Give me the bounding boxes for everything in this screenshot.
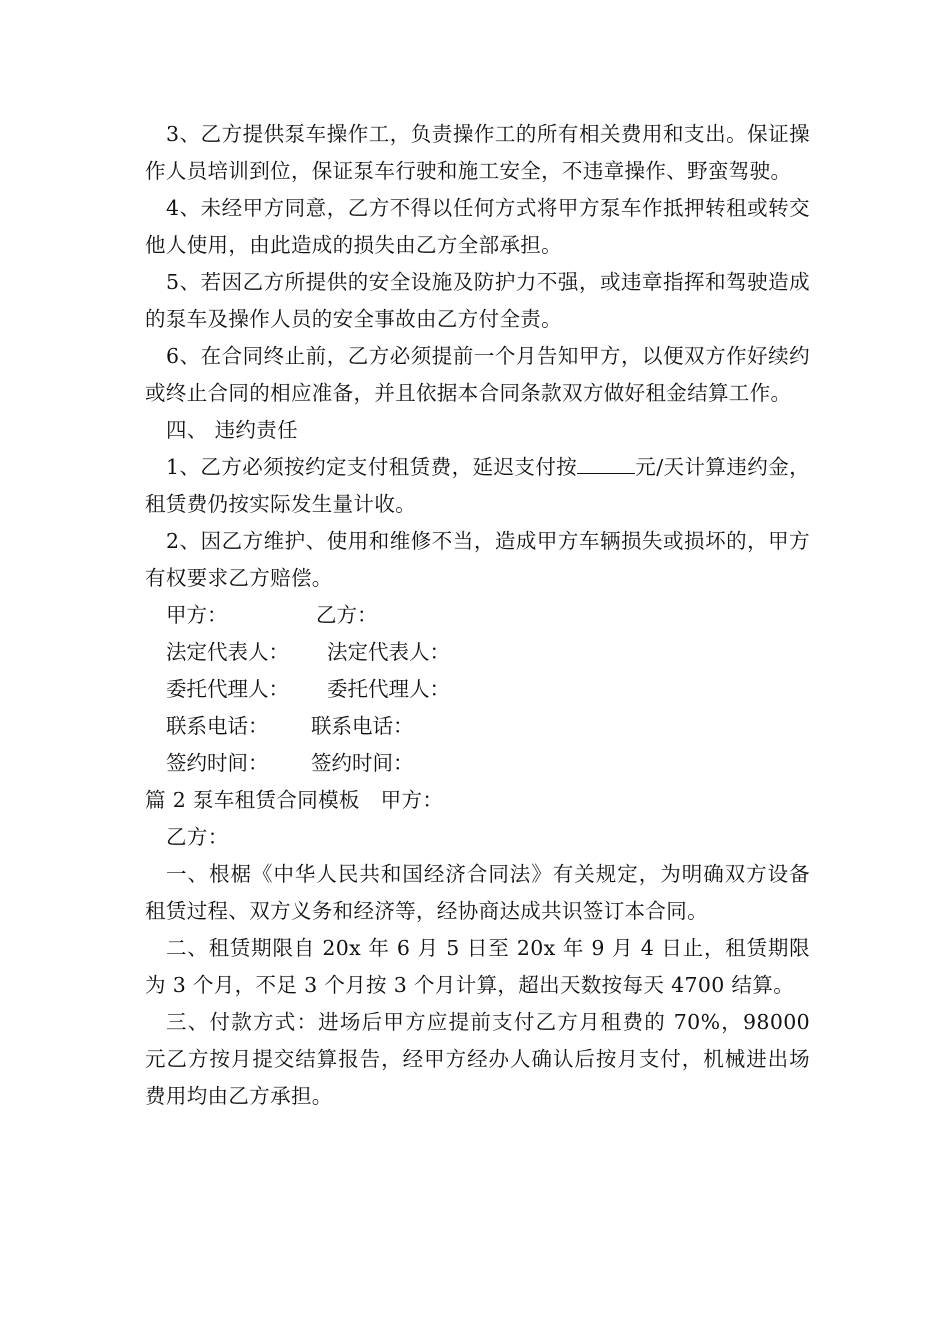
signature-row-date <box>145 745 810 782</box>
clause-4-paragraph: 4、未经甲方同意，乙方不得以任何方式将甲方泵车作抵押转租或转交他人使用，由此造成的损失由乙方全部承担。 <box>145 196 810 257</box>
breach-clause-1-paragraph <box>145 449 810 523</box>
article-2-clause-1: 一、根椐《中华人民共和国经济合同法》有关规定，为明确双方设备租赁过程、双方义务和经济等，经协商达成共识签订本合同。 <box>145 862 810 923</box>
signature-row-phone <box>145 708 810 745</box>
article-2-title: 篇 2 泵车租赁合同模板 甲方： <box>145 788 444 812</box>
breach-clause-1-text-before: 1、乙方必须按约定支付租赁费，延迟支付按 <box>166 455 578 479</box>
party-b-label: 乙方： <box>316 603 378 627</box>
article-2-clause-3: 三、付款方式：进场后甲方应提前支付乙方月租费的 70%，98000 元乙方按月提交结算报告，经甲方经办人确认后按月支付，机械进出场费用均由乙方承担。 <box>145 1010 810 1108</box>
clause-3-paragraph: 3、乙方提供泵车操作工，负责操作工的所有相关费用和支出。保证操作人员培训到位，保证泵车行驶和施工安全，不违章操作、野蛮驾驶。 <box>145 122 810 183</box>
signature-row-agent <box>145 671 810 708</box>
party-a-phone-label: 联系电话： <box>166 714 269 738</box>
section-4-heading: 四、 违约责任 <box>166 418 298 442</box>
signature-row-party <box>145 597 810 634</box>
party-b-legal-rep-label: 法定代表人： <box>327 640 450 664</box>
clause-6-paragraph: 6、在合同终止前，乙方必须提前一个月告知甲方，以便双方作好续约或终止合同的相应准备，并且依据本合同条款双方做好租金结算工作。 <box>145 344 810 405</box>
party-a-agent-label: 委托代理人： <box>166 677 289 701</box>
article-2-party-b: 乙方： <box>166 825 229 849</box>
clause-5-paragraph: 5、若因乙方所提供的安全设施及防护力不强，或违章指挥和驾驶造成的泵车及操作人员的安全事故由乙方付全责。 <box>145 270 810 331</box>
party-b-date-label: 签约时间： <box>311 751 414 775</box>
party-a-label: 甲方： <box>166 603 228 627</box>
article-2-clause-2: 二、租赁期限自 20x 年 6 月 5 日至 20x 年 9 月 4 日止，租赁期限为 3 个月，不足 3 个月按 3 个月计算，超出天数按每天 4700 结算。 <box>145 936 810 997</box>
signature-row-legal-rep <box>145 634 810 671</box>
party-b-agent-label: 委托代理人： <box>327 677 450 701</box>
breach-clause-2-paragraph: 2、因乙方维护、使用和维修不当，造成甲方车辆损失或损坏的，甲方有权要求乙方赔偿。 <box>145 529 810 590</box>
party-a-date-label: 签约时间： <box>166 751 269 775</box>
document-page <box>145 116 810 1115</box>
party-b-phone-label: 联系电话： <box>311 714 414 738</box>
breach-clause-1-text-after: 元/天计算违约金，租赁费仍按实际发生量计收。 <box>145 455 811 516</box>
party-a-legal-rep-label: 法定代表人： <box>166 640 289 664</box>
penalty-rate-blank <box>577 453 635 474</box>
